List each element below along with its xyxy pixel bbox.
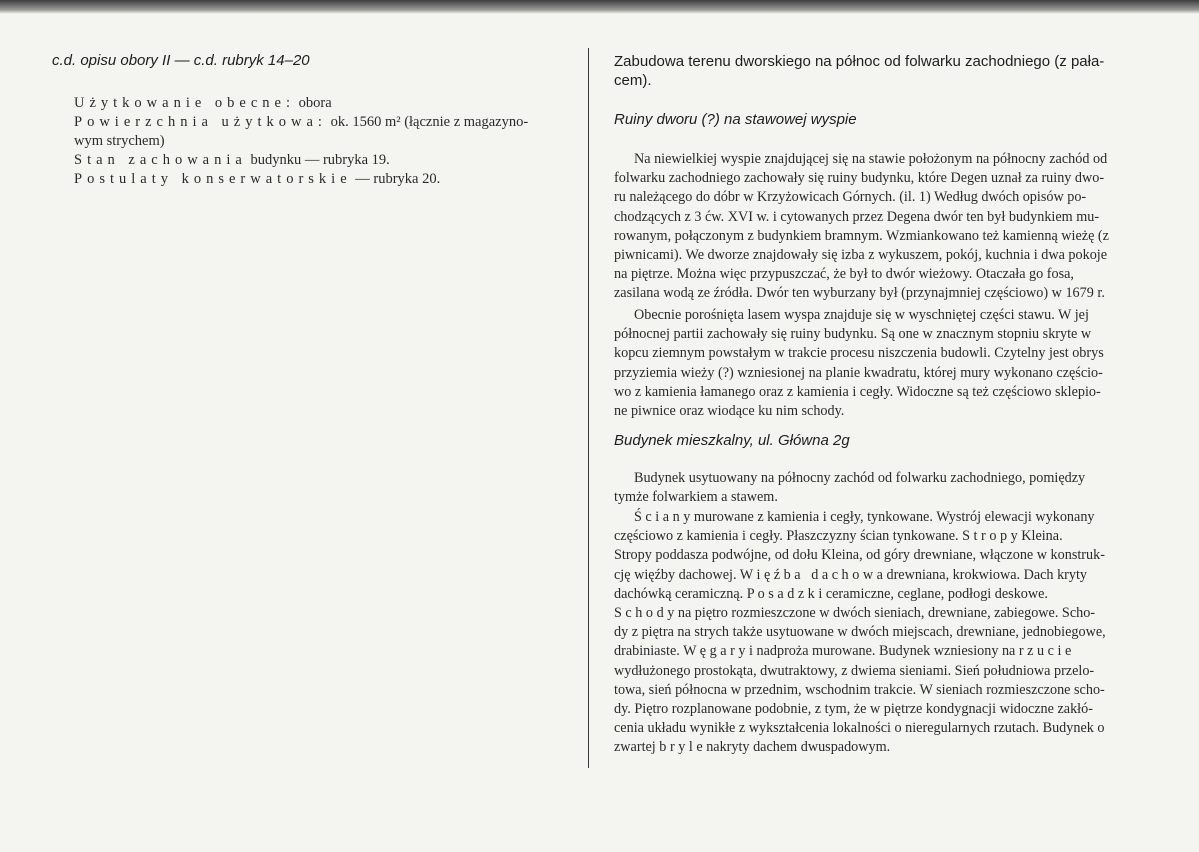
text-run: zwartej: [614, 739, 660, 756]
text-run: ceramiczne, ceglane, podłogi deskowe.: [822, 585, 1048, 602]
text-line: wo z kamienia łamanego oraz z kamienia i cegły. Widoczne są też częściowo sklepio-: [614, 383, 1101, 400]
text-run: drabiniaste.: [614, 643, 684, 660]
spaced-term: Ś c i a n y: [634, 509, 691, 525]
spaced-term: b r y l e: [659, 739, 703, 756]
text-line: zasilana wodą ze źródła. Dwór ten wyburzany był (przynajmniej częściowo) w 1679 r.: [614, 285, 1105, 302]
text-run: dy z piętra na strych także usytuowane w dwóch miejscach, drewniane, jednobiegowe,: [614, 624, 1106, 641]
left-page-header: c.d. opisu obory II — c.d. rubryk 14–20: [52, 52, 310, 69]
section-title-ruins: Ruiny dworu (?) na stawowej wyspie: [614, 111, 857, 128]
entry-line: [74, 170, 574, 189]
text-line: [614, 566, 1154, 585]
text-line: Obecnie porośnięta lasem wyspa znajduje się w wyschniętej części stawu. W jej: [634, 307, 1089, 323]
spaced-term: r z u c i e: [1018, 643, 1072, 660]
text-run: dy. Piętro rozplanowane podobnie, z tym, że w piętrze kondygnacji widoczne zakłó-: [614, 701, 1093, 718]
text-line: rowanym, połączonym z budynkiem bramnym. Wzmiankowano też kamienną wieżę (z: [614, 227, 1109, 244]
column-divider: [588, 48, 589, 768]
spaced-term: S c h o d y: [614, 605, 675, 622]
text-run: i nadproża murowane. Budynek wzniesiony na: [745, 643, 1019, 660]
scan-top-edge: [0, 0, 1199, 14]
text-run: dachówką ceramiczną.: [614, 585, 747, 602]
text-run: cenia układu wynikłe z wykształcenia lokalności o nieregularnych rzutach. Budynek o: [614, 720, 1105, 737]
house-paragraph-2: [614, 508, 1154, 758]
text-line: [614, 681, 1154, 700]
text-line: tymże folwarkiem a stawem.: [614, 489, 778, 506]
text-line: [614, 527, 1154, 546]
spaced-term: W i ę ź b a d a c h o w a: [739, 566, 883, 583]
left-entries: [74, 94, 574, 189]
entry-label: Stan zachowania: [74, 152, 247, 168]
header-line: cem).: [614, 72, 652, 89]
entry-continuation: wym strychem): [74, 133, 165, 149]
text-line: [614, 738, 1154, 757]
text-line: [614, 662, 1154, 681]
text-line: ne piwnice oraz wiodące ku nim schody.: [614, 403, 845, 420]
text-line: [614, 585, 1154, 604]
right-page-header: [614, 52, 1154, 90]
text-line: [614, 508, 1154, 527]
entry-value: — rubryka 20.: [351, 171, 441, 187]
text-line: chodzących z 3 ćw. XVI w. i cytowanych przez Degena dwór ten był budynkiem mu-: [614, 208, 1100, 225]
text-run: cję więźby dachowej.: [614, 566, 740, 583]
entry-value: obora: [295, 95, 332, 111]
text-line: na piętrze. Można więc przypuszczać, że był to dwór wieżowy. Otaczała go fosa,: [614, 266, 1074, 283]
text-line: ru należącego do dóbr w Krzyżowicach Górnych. (il. 1) Według dwóch opisów po-: [614, 189, 1087, 206]
text-run: Kleina.: [1017, 528, 1063, 545]
text-run: wydłużonego prostokąta, dwutraktowy, z dwiema sieniami. Sień południowa przelo-: [614, 662, 1095, 679]
section-title-house: Budynek mieszkalny, ul. Główna 2g: [614, 432, 850, 449]
ruins-paragraph-2: [614, 306, 1154, 421]
text-line: kopcu ziemnym powstałym w trakcie procesu niszczenia budowli. Czytelny jest obrys: [614, 345, 1104, 362]
entry-line: [74, 151, 574, 170]
text-line: [614, 546, 1154, 565]
text-line: [614, 623, 1154, 642]
text-run: murowane z kamienia i cegły, tynkowane. Wystrój elewacji wykonany: [690, 509, 1095, 525]
text-line: przyziemia wieży (?) wzniesionej na planie kwadratu, której mury wykonano częścio-: [614, 364, 1103, 381]
text-line: [614, 719, 1154, 738]
text-run: Stropy poddasza podwójne, od dołu Kleina, od góry drewniane, włączone w konstruk-: [614, 547, 1105, 564]
text-line: [614, 700, 1154, 719]
entry-value: ok. 1560 m² (łącznie z magazyno-: [326, 114, 529, 130]
spaced-term: W ę g a r y: [683, 643, 746, 660]
text-line: [614, 604, 1154, 623]
text-run: częściowo z kamienia i cegły. Płaszczyzny ścian tynkowane.: [614, 528, 963, 545]
ruins-paragraph-1: [614, 150, 1154, 304]
header-line: Zabudowa terenu dworskiego na północ od folwarku zachodniego (z pała-: [614, 53, 1105, 70]
text-line: północnej partii zachowały się ruiny budynku. Są one w znacznym stopniu skryte w: [614, 326, 1092, 343]
text-line: folwarku zachodniego zachowały się ruiny budynku, które Degen uznał za ruiny dwo-: [614, 170, 1105, 187]
entry-value: budynku — rubryka 19.: [246, 152, 390, 168]
text-line: Na niewielkiej wyspie znajdującej się na stawie położonym na północny zachód od: [634, 151, 1108, 167]
entry-label: Postulaty konserwatorskie: [74, 171, 352, 187]
entry-label: Powierzchnia użytkowa:: [74, 114, 327, 130]
entry-line: [74, 94, 574, 113]
text-run: na piętro rozmieszczone w dwóch sieniach, drewniane, zabiegowe. Scho-: [674, 605, 1096, 622]
text-line: Budynek usytuowany na północny zachód od folwarku zachodniego, pomiędzy: [634, 470, 1086, 486]
entry-line: [74, 113, 574, 132]
house-paragraph-1: [614, 469, 1154, 507]
entry-label: Użytkowanie obecne:: [74, 95, 296, 111]
text-run: drewniana, krokwiowa. Dach kryty: [882, 566, 1088, 583]
spaced-term: S t r o p y: [962, 528, 1018, 545]
spaced-term: P o s a d z k i: [746, 585, 823, 602]
text-run: nakryty dachem dwuspadowym.: [702, 739, 891, 756]
text-run: towa, sień północna w przednim, wschodnim trakcie. W sieniach rozmieszczone scho-: [614, 681, 1105, 698]
text-line: piwnicami). We dworze znajdowały się izba z wykuszem, pokój, kuchnia i dwa pokoje: [614, 247, 1108, 264]
text-line: [614, 642, 1154, 661]
